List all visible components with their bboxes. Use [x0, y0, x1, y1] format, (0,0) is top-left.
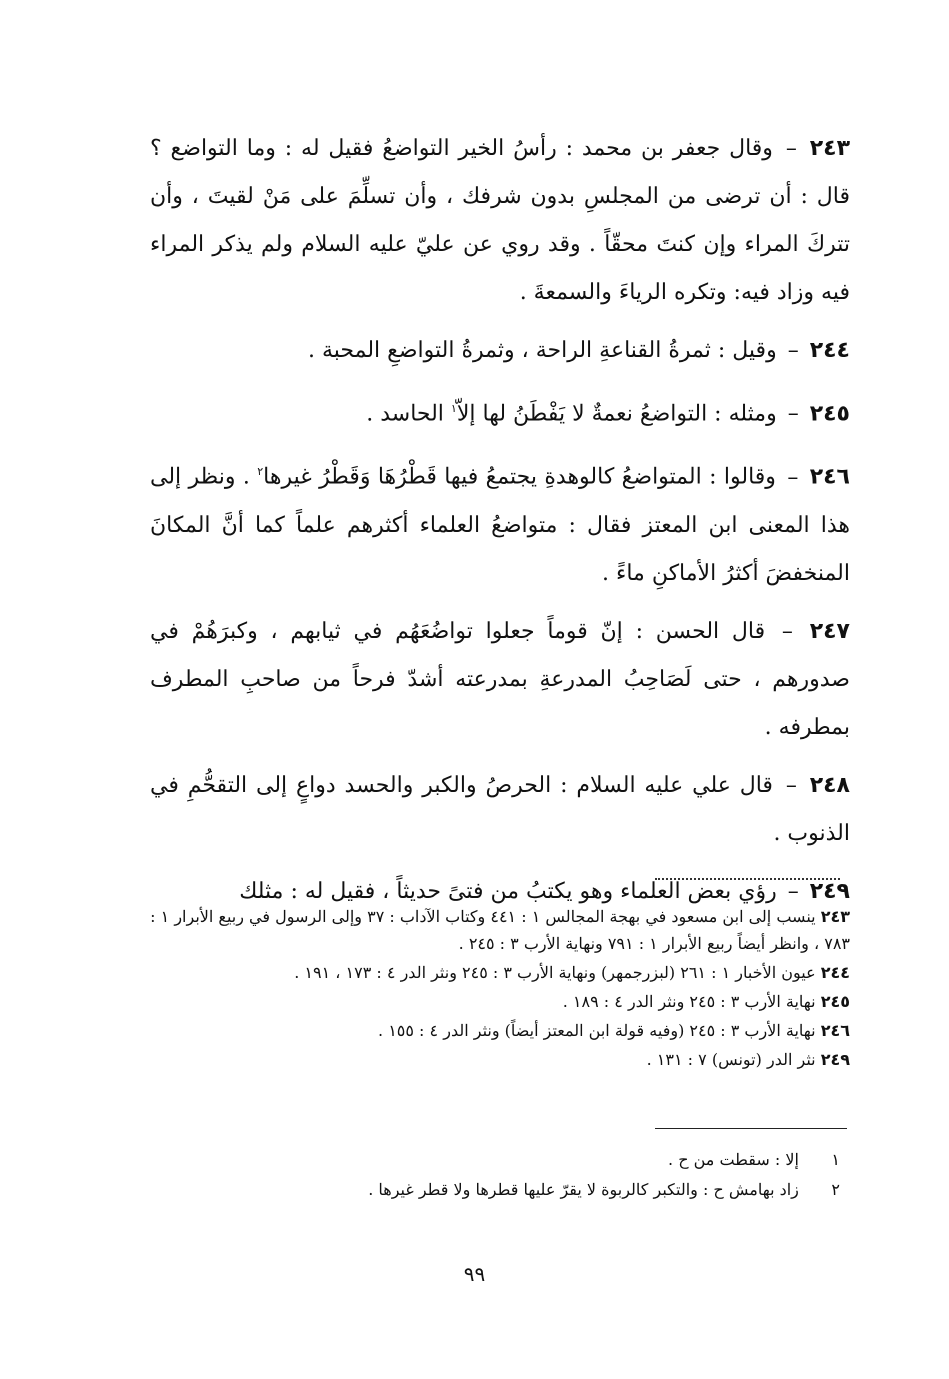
dash: –	[781, 618, 793, 644]
note-text: عيون الأخبار ١ : ٢٦١ (لبزرجمهر) ونهاية الأرب ٣ : ٢٤٥ ونثر الدر ٤ : ١٧٣ ، ١٩١ .	[294, 963, 816, 982]
paragraph-text: رؤي بعض العلماء وهو يكتبُ من فتىً حديثاً ، فقيل له : مثلك	[239, 878, 777, 904]
footnotes-separator	[655, 1128, 847, 1129]
notes-separator	[655, 878, 840, 880]
paragraph-244	[150, 327, 850, 375]
source-note	[150, 988, 850, 1015]
source-note	[150, 1017, 850, 1044]
dash: –	[787, 464, 799, 490]
paragraph-text: وقيل : ثمرةُ القناعةِ الراحة ، وثمرةُ التواضعِ المحبة .	[308, 338, 777, 363]
dash: –	[787, 401, 799, 427]
footnote-ref: ١	[450, 402, 457, 415]
main-text	[150, 125, 850, 926]
page-number: ٩٩	[463, 1262, 486, 1286]
note-number: ٢٤٣	[820, 907, 850, 926]
paragraph-number: ٢٤٧	[809, 618, 850, 644]
source-note	[150, 959, 850, 986]
paragraph-243	[150, 125, 850, 317]
paragraph-248	[150, 762, 850, 858]
note-number: ٢٤٤	[820, 963, 850, 982]
dash: –	[785, 772, 797, 798]
source-note	[150, 1046, 850, 1073]
source-notes	[150, 903, 850, 1075]
dash: –	[787, 878, 799, 904]
paragraph-number: ٢٤٩	[809, 878, 850, 904]
footnote	[150, 1145, 840, 1175]
note-number: ٢٤٥	[820, 992, 850, 1011]
footnotes	[150, 1145, 840, 1205]
dash: –	[787, 338, 799, 363]
paragraph-text: ومثله : التواضعُ نعمةٌ لا يَفْطَنُ لها إلاّ	[456, 401, 777, 427]
paragraph-245	[150, 385, 850, 438]
paragraph-number: ٢٤٦	[809, 464, 850, 490]
footnote-marker: ١	[831, 1150, 840, 1169]
footnote-text: إلا : سقطت من ح .	[668, 1150, 799, 1169]
paragraph-text: وقال جعفر بن محمد : رأسُ الخير التواضعُ فقيل له : وما التواضع ؟ قال : أن ترضى من المجلسِ بدون شرفك ، وأن تسلِّمَ على مَنْ لقيتَ ، وأن تتركَ المراء وإن كنتَ محقّاً . وقد روي عن عليّ عليه السلام ولم يذكر المراء فيه وزاد فيه: وتكره الرياءَ والسمعةَ .	[150, 136, 850, 305]
note-text: نهاية الأرب ٣ : ٢٤٥ (وفيه قولة ابن المعتز أيضاً) ونثر الدر ٤ : ١٥٥ .	[378, 1021, 816, 1040]
dash: –	[785, 136, 797, 161]
note-number: ٢٤٩	[820, 1050, 850, 1069]
note-number: ٢٤٦	[820, 1021, 850, 1040]
paragraph-text: وقالوا : المتواضعُ كالوهدةِ يجتمعُ فيها قَطْرُهَا وَقَطْرُ غيرها	[263, 464, 776, 490]
footnote-marker: ٢	[831, 1180, 840, 1199]
footnote-text: زاد بهامش ح : والتكبر كالربوة لا يقرّ عليها قطرها ولا قطر غيرها .	[368, 1180, 799, 1199]
paragraph-text: . ونظر إلى هذا المعنى ابن المعتز فقال : متواضعُ العلماء أكثرهم علماً كما أنَّ المكانَ المنخفضَ أكثرُ الأماكنِ ماءً .	[150, 464, 850, 586]
note-text: نهاية الأرب ٣ : ٢٤٥ ونثر الدر ٤ : ١٨٩ .	[562, 992, 816, 1011]
paragraph-number: ٢٤٣	[809, 136, 851, 161]
paragraph-text: قال الحسن : إنّ قوماً جعلوا تواضُعَهُم في ثيابهم ، وكبرَهُمْ في صدورهم ، حتى لَصَاحِبُ المدرعةِ بمدرعته أشدّ فرحاً من صاحبِ المطرف بمطرفه .	[150, 618, 850, 740]
paragraph-number: ٢٤٨	[809, 772, 850, 798]
paragraph-text: الحاسد .	[366, 401, 444, 427]
paragraph-number: ٢٤٤	[809, 338, 850, 363]
note-text: نثر الدر (تونس) ٧ : ١٣١ .	[646, 1050, 816, 1069]
source-note	[150, 903, 850, 957]
footnote-ref: ٢	[257, 465, 264, 479]
note-text: ينسب إلى ابن مسعود في بهجة المجالس ١ : ٤٤١ وكتاب الآداب : ٣٧ وإلى الرسول في ربيع الأبرار ١ : ٧٨٣ ، وانظر أيضاً ربيع الأبرار ١ : ٧٩١ ونهاية الأرب ٣ : ٢٤٥ .	[150, 907, 850, 953]
paragraph-247	[150, 608, 850, 752]
paragraph-number: ٢٤٥	[809, 401, 850, 427]
paragraph-246	[150, 448, 850, 597]
footnote	[150, 1175, 840, 1205]
paragraph-text: قال علي عليه السلام : الحرصُ والكبر والحسد دواعٍ إلى التقحُّمِ في الذنوب .	[150, 772, 850, 846]
